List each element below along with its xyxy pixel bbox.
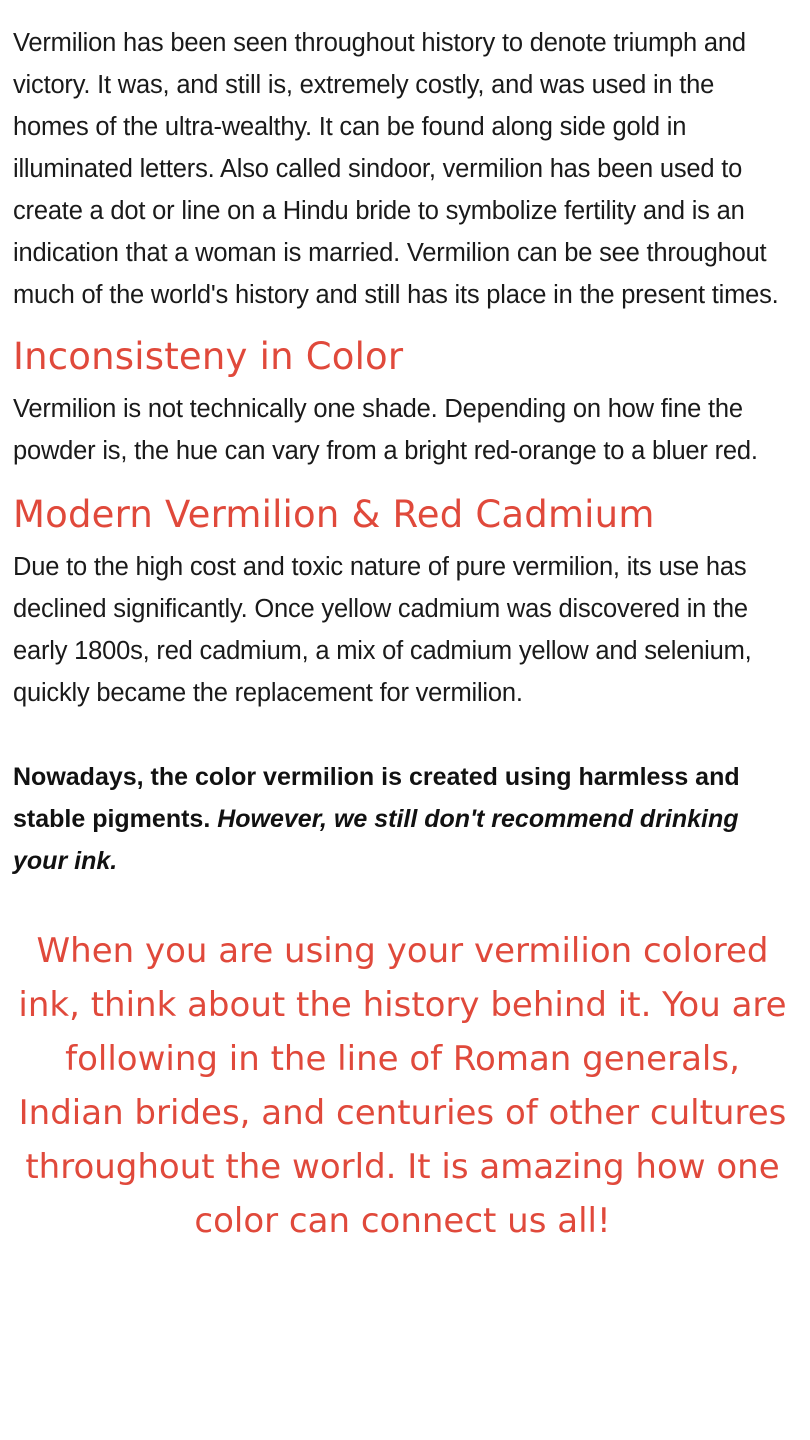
modern-vermilion-heading: Modern Vermilion & Red Cadmium: [13, 493, 655, 536]
inconsistency-heading: Inconsisteny in Color: [13, 335, 404, 378]
closing-statement: When you are using your vermilion colored ink, think about the history behind it. You are following in the line of Roman generals, Indian brides, and centuries of other cultures throughout the world. It is amazing how one color can connect us all!: [18, 931, 787, 1241]
paragraph-spacer: [13, 714, 792, 756]
inconsistency-paragraph: Vermilion is not technically one shade. Depending on how fine the powder is, the hue can vary from a bright red-orange to a bluer red.: [13, 395, 758, 465]
pigment-note-bold: Nowadays, the color vermilion is created using harmless and stable pigments.: [13, 763, 740, 833]
modern-vermilion-paragraph: Due to the high cost and toxic nature of pure vermilion, its use has declined significantly. Once yellow cadmium was discovered in the early 1800s, red cadmium, a mix of cadmium yellow and selenium, quickly became the replacement for vermilion.: [13, 553, 752, 707]
pigment-note-italic: However, we still don't recommend drinking your ink.: [13, 805, 739, 875]
intro-paragraph: Vermilion has been seen throughout history to denote triumph and victory. It was, and still is, extremely costly, and was used in the homes of the ultra-wealthy. It can be found along side gold in illuminated letters. Also called sindoor, vermilion has been used to create a dot or line on a Hindu bride to symbolize fertility and is an indication that a woman is married. Vermilion can be see throughout much of the world's history and still has its place in the present times.: [13, 29, 779, 309]
pigment-note: [13, 756, 792, 882]
